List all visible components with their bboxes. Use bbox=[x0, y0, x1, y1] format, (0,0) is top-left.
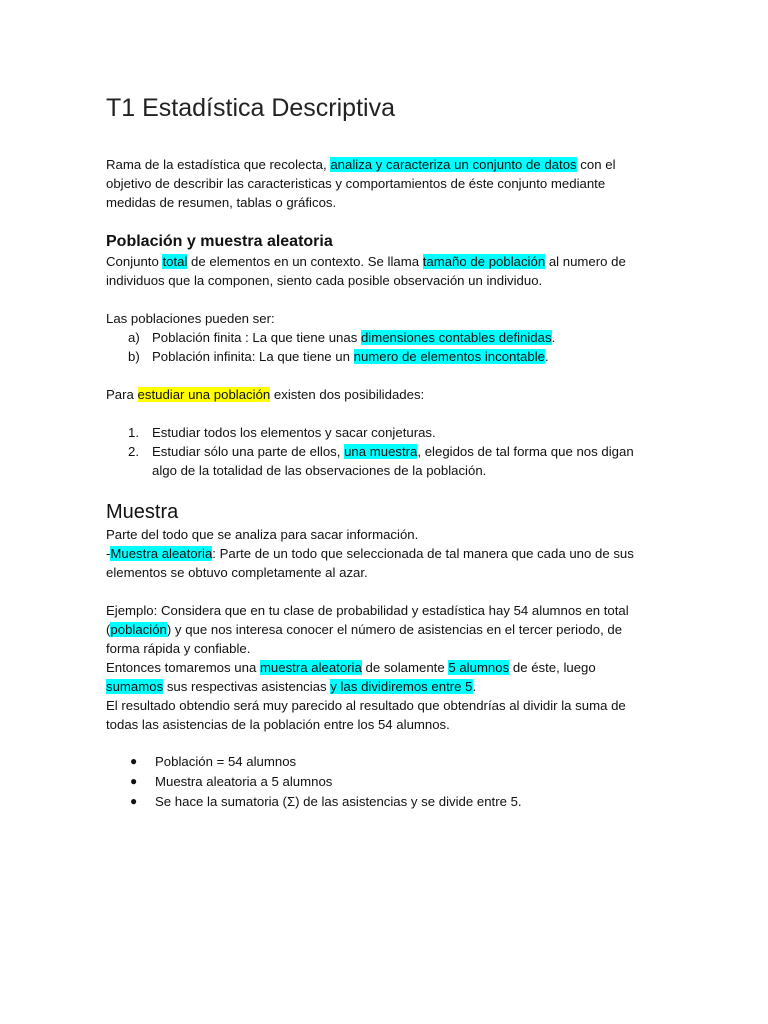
text-run: al numero de bbox=[545, 254, 626, 269]
highlight-cyan: total bbox=[162, 254, 188, 269]
ejemplo-line-7: todas las asistencias de la población entre los 54 alumnos. bbox=[106, 717, 450, 732]
text-run: . bbox=[472, 679, 477, 694]
list-marker-b: b) bbox=[128, 349, 140, 364]
list-item-1: Estudiar todos los elementos y sacar conjeturas. bbox=[152, 425, 436, 440]
poblacion-line-1 bbox=[106, 252, 626, 271]
text-run: de solamente bbox=[361, 660, 449, 675]
text-run: Rama de la estadística que recolecta, bbox=[106, 157, 331, 172]
highlight-cyan: analiza y caracteriza un conjunto de datos bbox=[330, 157, 577, 172]
list-marker-2: 2. bbox=[128, 444, 139, 459]
poblacion-line-2: individuos que la componen, siento cada posible observación un individuo. bbox=[106, 273, 543, 288]
text-run: . bbox=[544, 349, 549, 364]
list-item-b bbox=[152, 347, 549, 366]
text-run: con el bbox=[576, 157, 616, 172]
list-marker-1: 1. bbox=[128, 425, 139, 440]
list-marker-a: a) bbox=[128, 330, 140, 345]
text-run: de elementos en un contexto. Se llama bbox=[187, 254, 423, 269]
intro-line-3: medidas de resumen, tablas o gráficos. bbox=[106, 195, 337, 210]
ejemplo-line-5 bbox=[106, 677, 476, 696]
bullet-item: Muestra aleatoria a 5 alumnos bbox=[155, 774, 333, 789]
ejemplo-line-4 bbox=[106, 658, 596, 677]
highlight-cyan: 5 alumnos bbox=[448, 660, 510, 675]
text-run: - bbox=[106, 546, 111, 561]
poblacion-para-line bbox=[106, 385, 424, 404]
ejemplo-line-2 bbox=[106, 620, 622, 639]
bullet-dot-icon: ● bbox=[130, 794, 138, 808]
text-run: : Parte de un todo que seleccionada de tal manera que cada uno de sus bbox=[212, 546, 634, 561]
list-item-a bbox=[152, 328, 555, 347]
bullet-dot-icon: ● bbox=[130, 774, 138, 788]
text-run: Conjunto bbox=[106, 254, 163, 269]
muestra-line-1: Parte del todo que se analiza para sacar información. bbox=[106, 527, 419, 542]
text-run: de éste, luego bbox=[509, 660, 596, 675]
text-run: Estudiar sólo una parte de ellos, bbox=[152, 444, 345, 459]
ejemplo-line-3: forma rápida y confiable. bbox=[106, 641, 251, 656]
highlight-yellow: estudiar una población bbox=[137, 387, 271, 402]
muestra-line-2 bbox=[106, 544, 634, 563]
list-item-2 bbox=[152, 442, 634, 461]
list-item-2-line-2: algo de la totalidad de las observaciones de la población. bbox=[152, 463, 487, 478]
highlight-cyan: población bbox=[110, 622, 167, 637]
document-title: T1 Estadística Descriptiva bbox=[106, 94, 395, 122]
text-run: , elegidos de tal forma que nos digan bbox=[417, 444, 634, 459]
text-run: Para bbox=[106, 387, 138, 402]
text-run: ( bbox=[106, 622, 111, 637]
text-run: . bbox=[551, 330, 556, 345]
text-run: Población finita : La que tiene unas bbox=[152, 330, 361, 345]
ejemplo-line-6: El resultado obtendio será muy parecido al resultado que obtendrías al dividir la suma de bbox=[106, 698, 626, 713]
bullet-dot-icon: ● bbox=[130, 754, 138, 768]
text-run: Entonces tomaremos una bbox=[106, 660, 260, 675]
ejemplo-line-1: Ejemplo: Considera que en tu clase de probabilidad y estadística hay 54 alumnos en total bbox=[106, 603, 629, 618]
muestra-line-3: elementos se obtuvo completamente al azar. bbox=[106, 565, 368, 580]
text-run: Población infinita: La que tiene un bbox=[152, 349, 354, 364]
poblacion-list-intro: Las poblaciones pueden ser: bbox=[106, 311, 275, 326]
text-run: existen dos posibilidades: bbox=[270, 387, 425, 402]
highlight-cyan: dimensiones contables definidas bbox=[360, 330, 552, 345]
highlight-cyan: y las dividiremos entre 5 bbox=[330, 679, 473, 694]
section-heading-poblacion: Población y muestra aleatoria bbox=[106, 233, 333, 250]
section-heading-muestra: Muestra bbox=[106, 501, 179, 523]
highlight-cyan: Muestra aleatoria bbox=[110, 546, 213, 561]
intro-line-2: objetivo de describir las caracteristicas y comportamientos de éste conjunto mediante bbox=[106, 176, 606, 191]
highlight-cyan: tamaño de población bbox=[422, 254, 546, 269]
highlight-cyan: una muestra bbox=[344, 444, 418, 459]
bullet-item: Se hace la sumatoria (Σ) de las asistencias y se divide entre 5. bbox=[155, 794, 522, 809]
highlight-cyan: sumamos bbox=[106, 679, 164, 694]
highlight-cyan: numero de elementos incontable bbox=[353, 349, 545, 364]
bullet-item: Población = 54 alumnos bbox=[155, 754, 297, 769]
text-run: ) y que nos interesa conocer el número de asistencias en el tercer periodo, de bbox=[166, 622, 623, 637]
intro-line-1 bbox=[106, 155, 616, 174]
highlight-cyan: muestra aleatoria bbox=[259, 660, 362, 675]
text-run: sus respectivas asistencias bbox=[163, 679, 331, 694]
